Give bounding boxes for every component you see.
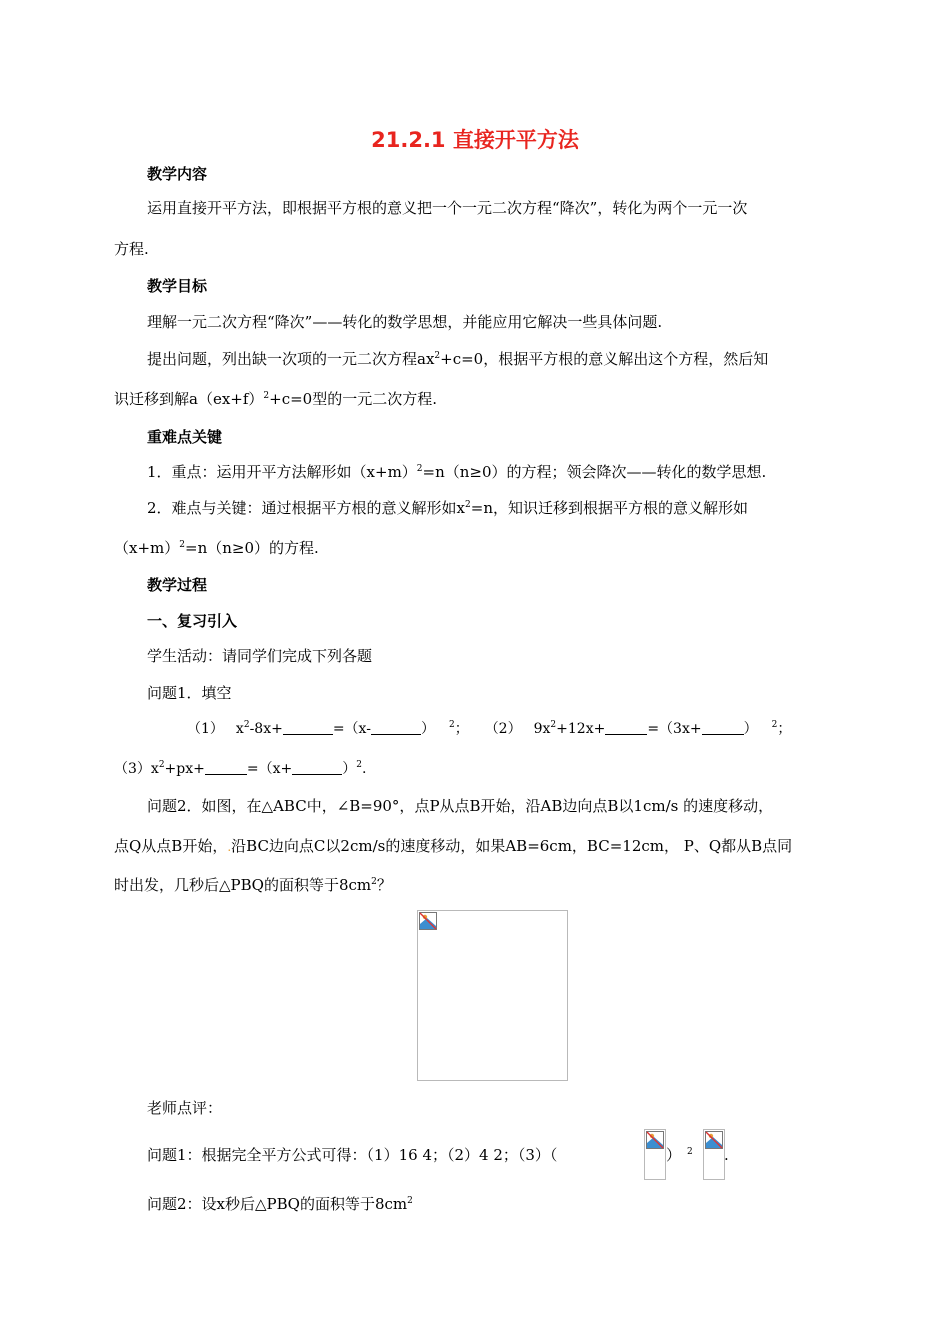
question1-label: 问题1．填空	[147, 684, 232, 702]
content-paragraph-line2: 方程.	[114, 240, 149, 258]
goal-line3: 识迁移到解$a(ex+f)^2+c=0$型的一元二次方程.	[114, 390, 437, 408]
goal-line2: 提出问题，列出缺一次项的一元二次方程$ax^2+c=0$，根据平方根的意义解出这个方程，然后知	[147, 350, 769, 368]
question1-items-line2: $(3)x^2+px+ =(x+ )^2$.	[114, 760, 367, 777]
question2-line1: 问题2．如图，在△ABC中，∠B=90°，点P从点B开始，沿AB边向点B以1cm/s 的速度移动，	[147, 797, 774, 815]
section-heading-content: 教学内容	[147, 165, 208, 183]
section-heading-key-points: 重难点关键	[147, 428, 223, 446]
blank	[292, 760, 342, 775]
question1-items-line1: （1） $x^2-8x+ =(x-$ ） $^2$； （2） $9x^2+12x+ =(3x+$ ） $^2$；	[187, 720, 792, 737]
broken-image-icon	[705, 1131, 723, 1149]
formula-image	[703, 1129, 725, 1180]
blank	[371, 720, 421, 735]
key-line1: 1．重点：运用开平方法解形如$(x+m)^2=n(n\ge 0)$的方程；领会降次——转化的数学思想.	[147, 463, 767, 481]
question2-line3: 时出发，几秒后△PBQ的面积等于$8cm^2$？	[114, 876, 392, 894]
student-activity: 学生活动：请同学们完成下列各题	[147, 647, 373, 665]
broken-image-icon	[419, 912, 437, 930]
document-title: 21.2.1 直接开平方法	[371, 128, 579, 152]
question2-line2: 点Q从点B开始，.沿BC边向点C以2cm/s的速度移动，如果AB=6cm，BC=12cm， P、Q都从B点同	[114, 837, 793, 855]
section-heading-process: 教学过程	[147, 576, 208, 594]
blank	[205, 760, 247, 775]
content-paragraph-line1: 运用直接开平方法，即根据平方根的意义把一个一元二次方程“降次”，转化为两个一元一次	[147, 199, 748, 217]
answer1-close-paren: ） $^2$	[666, 1146, 693, 1164]
answer1-end: .	[724, 1146, 729, 1164]
blank	[702, 720, 744, 735]
answer1-text: 问题1：根据完全平方公式可得：（1）16 4；（2）4 2；（3）（	[147, 1146, 558, 1164]
goal-line1: 理解一元二次方程“降次”——转化的数学思想，并能应用它解决一些具体问题.	[147, 313, 663, 331]
section-heading-goals: 教学目标	[147, 277, 208, 295]
formula-image	[644, 1129, 666, 1180]
key-line2: 2．难点与关键：通过根据平方根的意义解形如$x^2=n$，知识迁移到根据平方根的意义解形如	[147, 499, 748, 517]
broken-image-icon	[646, 1131, 664, 1149]
section-heading-review: 一、复习引入	[147, 612, 238, 630]
triangle-figure-image	[417, 910, 568, 1081]
teacher-review-label: 老师点评：	[147, 1099, 223, 1117]
answer2-text: 问题2：设x秒后△PBQ的面积等于$8cm^2$	[147, 1195, 413, 1213]
blank	[605, 720, 647, 735]
key-line3: $(x+m)^2=n(n\ge 0)$的方程.	[114, 539, 319, 557]
blank	[283, 720, 333, 735]
